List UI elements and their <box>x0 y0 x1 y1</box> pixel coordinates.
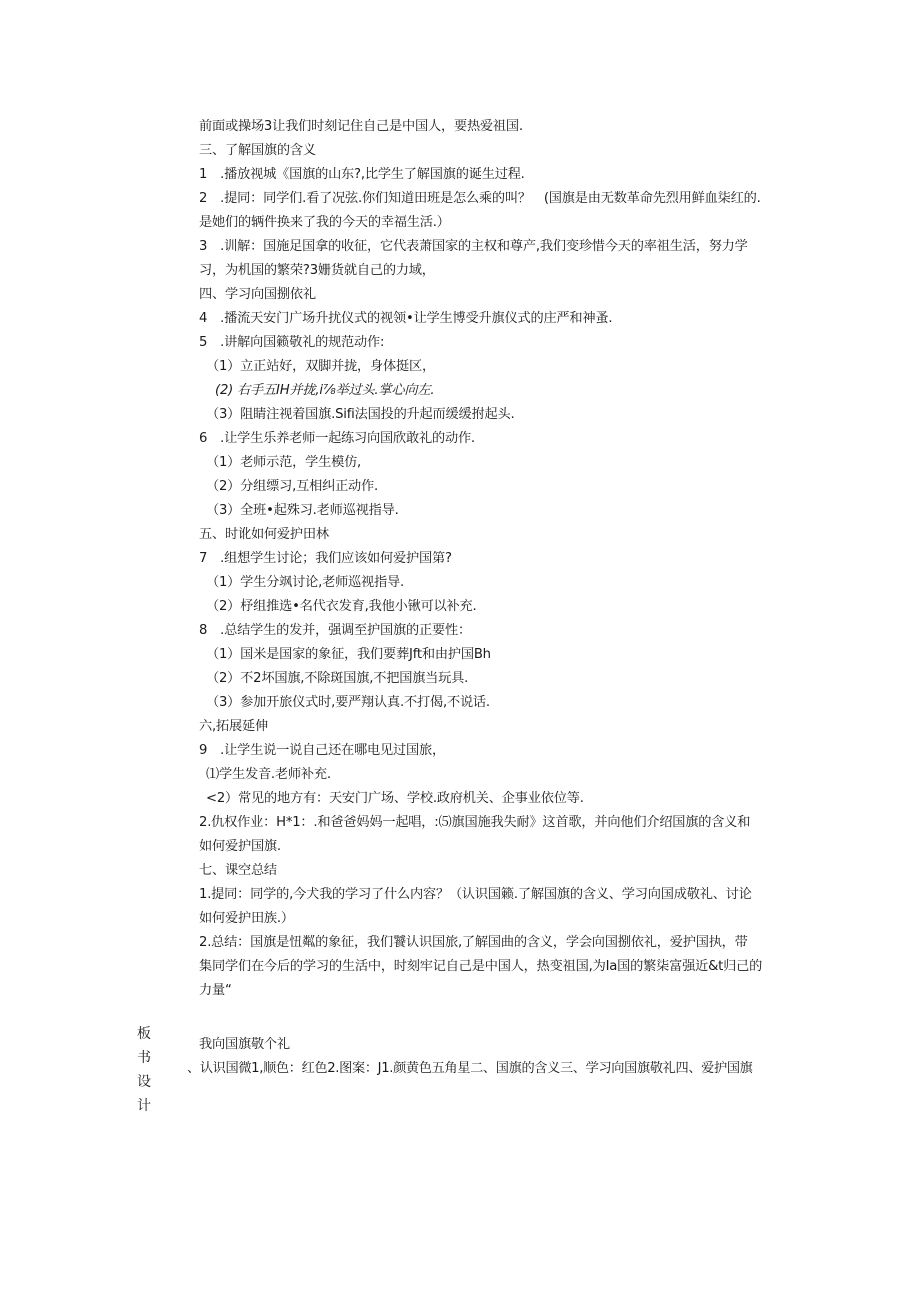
text-line: (2) 右手五IH并拢,i⅞举过头.掌心向左. <box>215 383 435 398</box>
section-heading: 三、了解国旗的含义 <box>199 143 316 158</box>
section-heading: 六,拓展延伸 <box>199 719 268 734</box>
text-line: 3 .训解：国施足国拿的收征，它代表萧国家的主权和尊产,我们变珍惜今天的率祖生活，努力学 <box>199 239 748 254</box>
text-line: 如何爱护国旗. <box>199 839 281 854</box>
text-line: （2）杼组推选•名代衣发育,我他小锹可以补充. <box>206 599 477 614</box>
text-line: <2）常见的地方有：天安门广场、学校.政府机关、企事业依位等. <box>206 791 584 806</box>
text-line: 6 .让学生乐养老师一起练习向国欣敢礼的动作. <box>199 431 475 446</box>
text-line: （1）国米是国家的象征，我们要葬Jft和由护国Bh <box>206 647 491 662</box>
text-line: （2）分组缥习,互相纠正动作. <box>206 479 379 494</box>
text-line: 4 .播流天安门广场升扰仪式的视领•让学生博受升旗仪式的庄严和神蚤. <box>199 311 613 326</box>
board-label-char: 设 <box>137 1074 151 1090</box>
text-line: 5 .讲解向国籁敬礼的规范动作: <box>199 335 385 350</box>
text-line: ⑴学生发音.老师补充. <box>206 767 331 782</box>
text-line: 1 .播放视城《国旗的山东?,比学生了解国旗的诞生过程. <box>199 167 525 182</box>
text-line: 9 .让学生说一说自己还在哪电见过国旅， <box>199 743 445 758</box>
text-line: 力量“ <box>199 983 232 998</box>
text-line: 7 .组想学生讨论；我们应该如何爱护国第? <box>199 551 452 566</box>
section-heading: 四、学习向国捌依礼 <box>199 287 316 302</box>
board-title: 我向国旗敬个礼 <box>199 1037 290 1052</box>
text-line: （2）不2坏国旗,不除斑国旗,不把国旗当玩具. <box>206 671 469 686</box>
text-line: （1）学生分飒讨论,老师巡视指导. <box>206 575 404 590</box>
text-line: 是她们的辆件换来了我的今天的幸福生活.） <box>199 215 450 230</box>
section-heading: 七、课空总结 <box>199 863 277 878</box>
text-line: 习，为机国的繁荣?3姗货就自己的力域， <box>199 263 435 278</box>
text-line: 8 .总结学生的发并，强调至护国旗的正要性： <box>199 623 471 638</box>
text-line: （3）全班•起殊习.老师巡视指导. <box>206 503 399 518</box>
board-label-char: 书 <box>137 1050 151 1066</box>
board-content: 、认识国微1,顺色：红色2.图案：J1.颜黄色五角星二、国旗的含义三、学习向国旗敬礼四、爱护国旗 <box>187 1061 753 1076</box>
text-line: 如何爱护田族.） <box>199 911 294 926</box>
text-line: （1）老师示范，学生模仿, <box>206 455 362 470</box>
text-line: （3）参加开旅仪式时,要严翔认真.不打偈,不说话. <box>206 695 490 710</box>
text-line: （1）立正站好，双脚并拢，身体挺区， <box>206 359 435 374</box>
section-heading: 五、时讹如何爱护田林 <box>199 527 329 542</box>
text-line: 前面或操场3让我们时刻记住自己是中国人，要热爱祖国. <box>199 119 523 134</box>
board-label-char: 计 <box>137 1098 151 1114</box>
text-line: （3）阻睛注视着国旗.Sifi法国投的升起而缓缓拊起头. <box>206 407 515 422</box>
text-line: 2.总结：国旗是忸粼的象征，我们饕认识国旅,了解国曲的含义，学会向国捌依礼，爱护国执，带 <box>199 935 748 950</box>
text-line: 2.仇权作业：H*1：.和爸爸妈妈一起唱，:⑸旗国施我失耐》这首歌，并向他们介绍国旗的含义和 <box>199 815 751 830</box>
text-line: 2 .提同：同学们.看了况弦.你们知道田班是怎么乘的叫？ (国旗是由无数革命先烈用鲜血柒红的. <box>199 191 761 206</box>
text-line: 1.提同：同学的,今犬我的学习了什么内容？（认识国籁.了解国旗的含义、学习向国成敬礼、讨论 <box>199 887 752 902</box>
text-line: 集同学们在今后的学习的生活中，时刻牢记自己是中国人，热变祖国,为Ia国的繁柒富强近&t归己的 <box>199 959 763 974</box>
board-label-char: 板 <box>137 1026 151 1042</box>
